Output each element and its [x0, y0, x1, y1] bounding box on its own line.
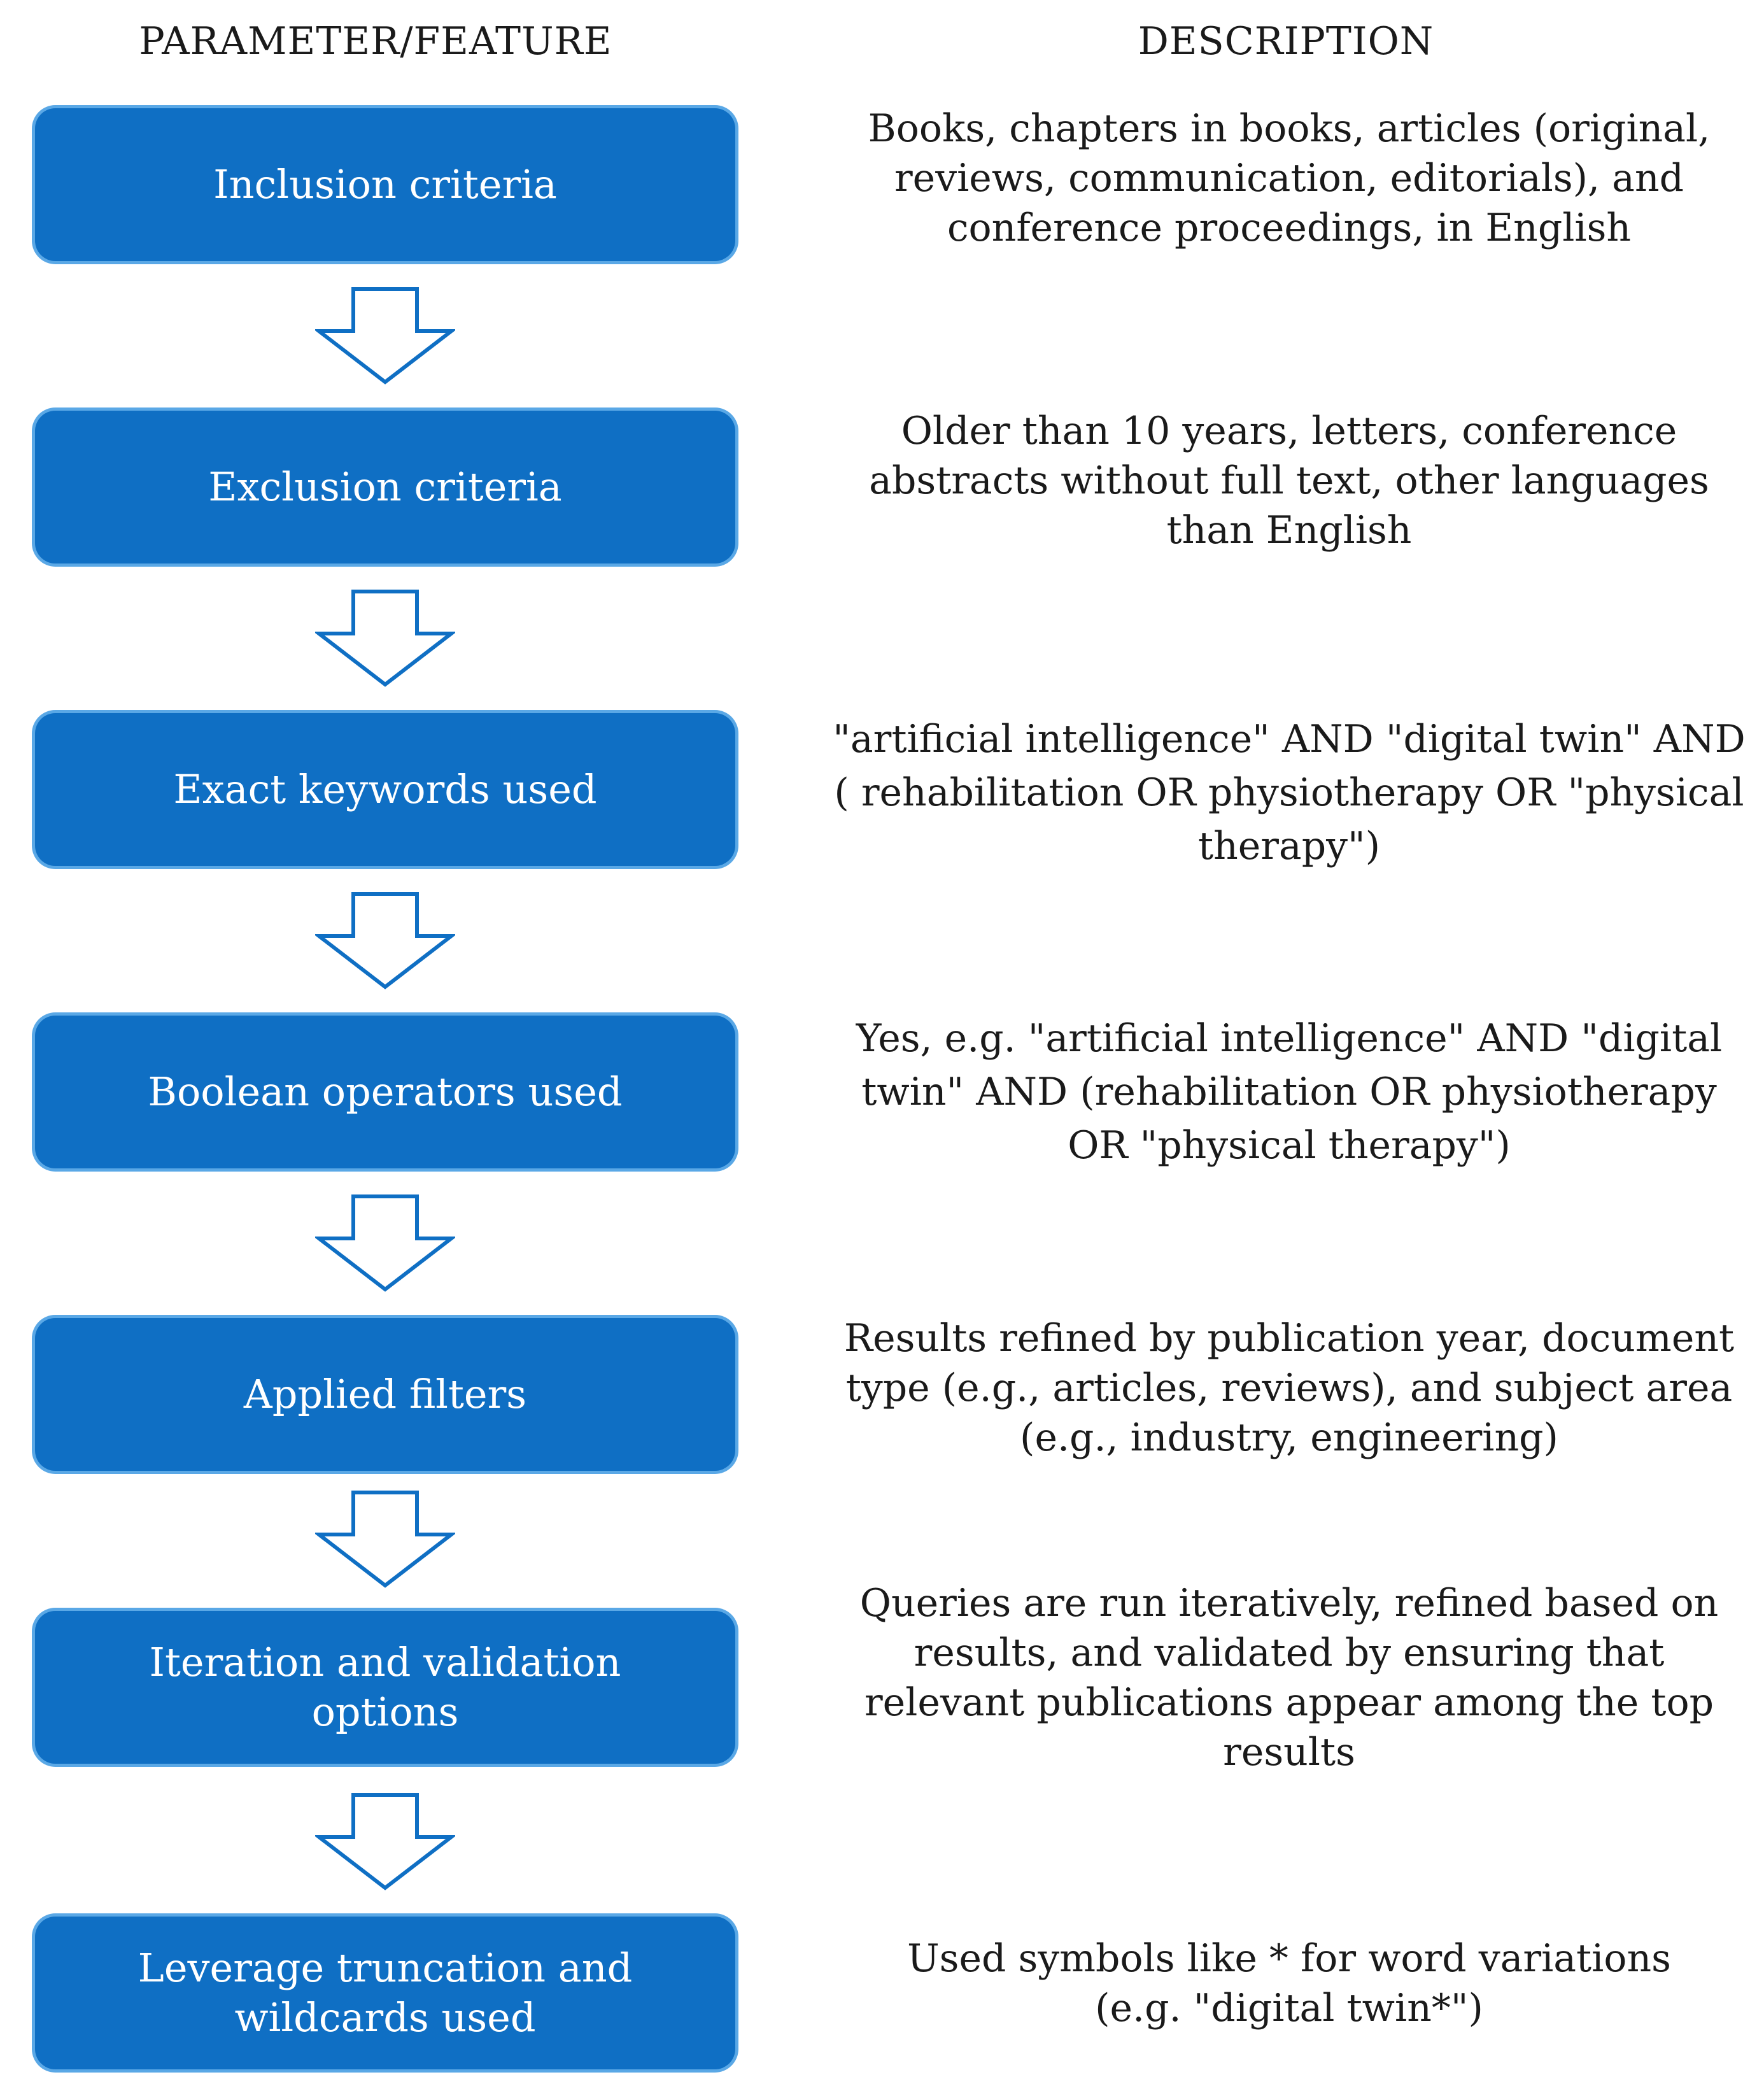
description-text: Used symbols like * for word variations (e.g. "digital twin*")	[907, 1936, 1671, 2031]
description-text: Queries are run iteratively, refined based on results, and validated by ensuring that relevant publications appear among the top results	[859, 1581, 1719, 1775]
step-label: Applied filters	[243, 1371, 527, 1417]
step-box-boolean-operators	[35, 1016, 735, 1168]
description-text: Yes, e.g. "artificial intelligence" AND "digital twin" AND (rehabilitation OR physiotherapy OR "physical therapy")	[856, 1016, 1723, 1168]
description-text: Books, chapters in books, articles (original, reviews, communication, editorials), and conference proceedings, in English	[868, 106, 1711, 250]
step-description-applied-filters	[828, 1312, 1751, 1464]
step-box-inclusion-criteria	[35, 108, 735, 261]
step-box-exclusion-criteria	[35, 411, 735, 563]
down-arrow-icon	[315, 1792, 455, 1891]
step-description-exclusion-criteria	[828, 404, 1751, 557]
step-description-iteration-validation	[828, 1581, 1751, 1775]
step-label: Boolean operators used	[148, 1068, 623, 1115]
step-description-truncation-wildcards	[828, 1907, 1751, 2060]
down-arrow-icon	[315, 589, 455, 688]
step-box-iteration-validation	[35, 1611, 735, 1764]
parameter-column-header: PARAMETER/FEATURE	[139, 19, 612, 64]
step-box-applied-filters	[35, 1318, 735, 1471]
down-arrow-icon	[315, 1194, 455, 1293]
step-label: Iteration and validation options	[149, 1639, 621, 1735]
step-label: Inclusion criteria	[213, 161, 557, 208]
step-label: Leverage truncation and wildcards used	[138, 1945, 633, 2041]
description-text: "artificial intelligence" AND "digital twin" AND ( rehabilitation OR physiotherapy OR "physical therapy")	[833, 717, 1746, 868]
down-arrow-icon	[315, 287, 455, 385]
description-column-header: DESCRIPTION	[1138, 19, 1434, 64]
step-box-exact-keywords	[35, 713, 735, 866]
step-description-boolean-operators	[828, 1006, 1751, 1178]
step-description-inclusion-criteria	[828, 102, 1751, 255]
step-description-exact-keywords	[828, 707, 1751, 879]
down-arrow-icon	[315, 1490, 455, 1589]
step-label: Exclusion criteria	[208, 464, 562, 510]
step-box-truncation-wildcards	[35, 1917, 735, 2069]
down-arrow-icon	[315, 891, 455, 990]
step-label: Exact keywords used	[173, 766, 597, 812]
description-text: Older than 10 years, letters, conference abstracts without full text, other languages than English	[869, 409, 1709, 553]
description-text: Results refined by publication year, document type (e.g., articles, reviews), and subject area (e.g., industry, engineering)	[843, 1316, 1735, 1460]
